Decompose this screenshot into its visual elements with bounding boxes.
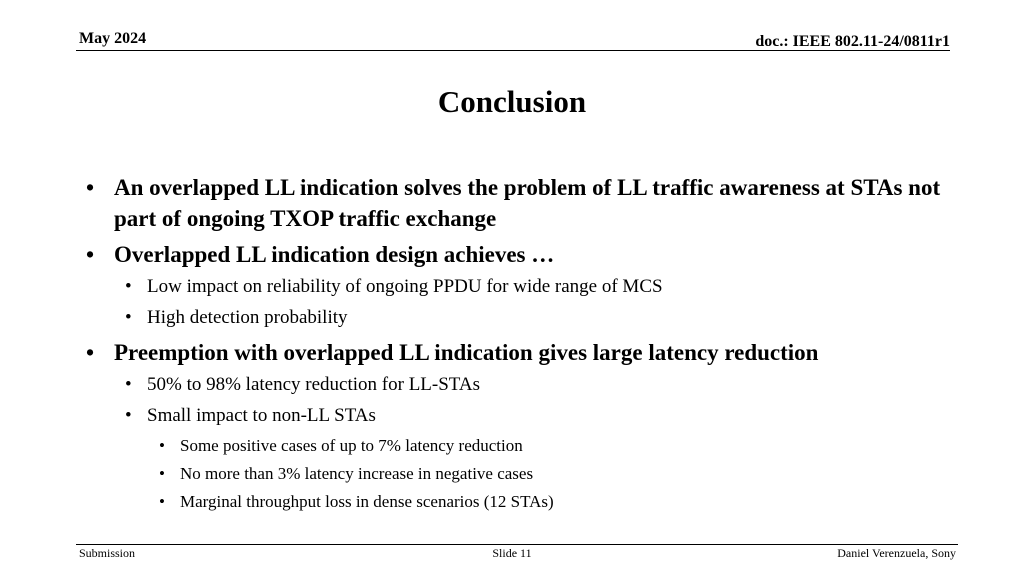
bullet-dot: •: [125, 405, 132, 426]
bullet-level2: [86, 373, 956, 397]
bullet-level2: [86, 404, 956, 428]
footer-author: Daniel Verenzuela, Sony: [837, 546, 956, 560]
bullet-dot: •: [86, 340, 95, 365]
footer-slide-number: Slide 11: [492, 546, 532, 560]
slide-body: [86, 172, 956, 519]
bullet-level1: [86, 172, 956, 234]
bullet-text: Some positive cases of up to 7% latency reduction: [180, 436, 523, 455]
bullet-level2: [86, 306, 956, 330]
bullet-level2: [86, 275, 956, 299]
bullet-level3: [86, 463, 956, 485]
bullet-dot: •: [86, 242, 95, 267]
bullet-dot: •: [125, 276, 132, 297]
bullet-dot: •: [159, 436, 165, 455]
slide-title: Conclusion: [437, 84, 587, 119]
bullet-text: Low impact on reliability of ongoing PPDU for wide range of MCS: [147, 276, 663, 297]
bullet-level3: [86, 491, 956, 513]
bullet-text: High detection probability: [147, 307, 348, 328]
bullet-dot: •: [125, 374, 132, 395]
header-date: May 2024: [79, 30, 147, 47]
bullet-text: Overlapped LL indication design achieves …: [114, 242, 555, 267]
bullet-text: 50% to 98% latency reduction for LL-STAs: [147, 374, 481, 395]
bullet-level1: [86, 239, 956, 270]
bullet-dot: •: [125, 307, 132, 328]
footer-divider: [76, 544, 958, 545]
bullet-dot: •: [86, 175, 95, 200]
bullet-dot: •: [159, 464, 165, 483]
bullet-dot: •: [159, 492, 165, 511]
footer-submission: Submission: [79, 546, 136, 560]
header-doc-id: doc.: IEEE 802.11-24/0811r1: [755, 33, 950, 50]
bullet-text: An overlapped LL indication solves the problem of LL traffic awareness at STAs not part of ongoing TXOP traffic exchange: [114, 175, 941, 231]
bullet-level1: [86, 337, 956, 368]
header-divider: [76, 50, 950, 51]
bullet-text: No more than 3% latency increase in negative cases: [180, 464, 534, 483]
bullet-level3: [86, 435, 956, 457]
bullet-text: Preemption with overlapped LL indication gives large latency reduction: [114, 340, 819, 365]
bullet-text: Small impact to non-LL STAs: [147, 405, 376, 426]
bullet-text: Marginal throughput loss in dense scenarios (12 STAs): [180, 492, 554, 511]
